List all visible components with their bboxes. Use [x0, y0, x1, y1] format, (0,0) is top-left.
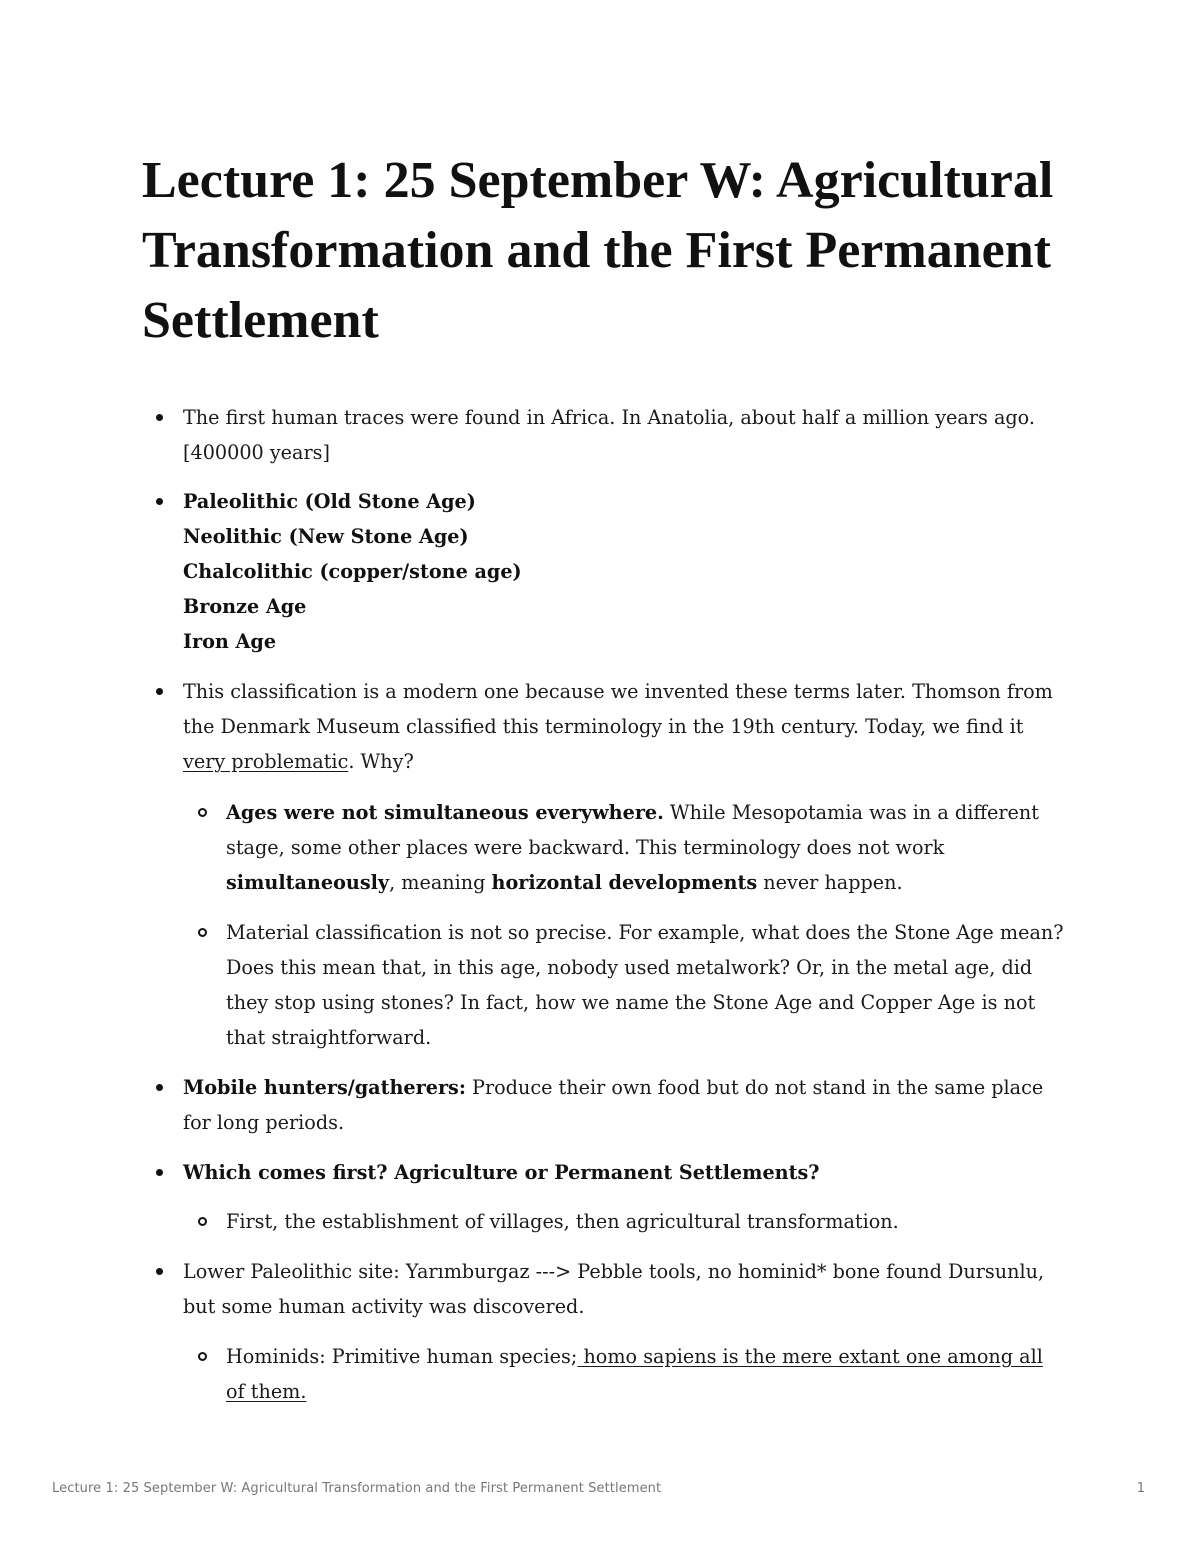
bullet-text: This classification is a modern one because we invented these terms later. Thomson from the Denmark Museum classified this terminology in the 19th century. Today, we find it	[183, 680, 1053, 738]
age-bronze: Bronze Age	[183, 595, 307, 618]
list-item	[183, 484, 1063, 659]
hollow-bullet-icon	[198, 928, 207, 937]
list-item	[183, 400, 1063, 470]
sub-list-item	[226, 795, 1066, 900]
footer-title: Lecture 1: 25 September W: Agricultural Transformation and the First Permanent Settlement	[52, 1481, 662, 1496]
bullet-text: Produce their own food but do not stand in the same place for long periods.	[183, 1076, 1044, 1134]
bold-text: Which comes first? Agriculture or Permanent Settlements?	[183, 1161, 820, 1184]
bold-text: Ages were not simultaneous everywhere.	[226, 801, 664, 824]
sub-list-item	[226, 915, 1066, 1055]
sub-text: , meaning	[389, 871, 492, 894]
age-chalcolithic: Chalcolithic (copper/stone age)	[183, 560, 522, 583]
list-item	[183, 1155, 1063, 1190]
age-neolithic: Neolithic (New Stone Age)	[183, 525, 469, 548]
bullet-icon	[156, 414, 163, 421]
bold-text: simultaneously	[226, 871, 390, 894]
bullet-text: . Why?	[348, 750, 414, 773]
underlined-text: homo sapiens is the mere extant one among all of them.	[226, 1345, 1043, 1403]
age-paleolithic: Paleolithic (Old Stone Age)	[183, 490, 476, 513]
page-title: Lecture 1: 25 September W: Agricultural Transformation and the First Permanent Settlement	[142, 152, 1054, 349]
sub-list-item	[226, 1339, 1066, 1409]
hollow-bullet-icon	[198, 1352, 207, 1361]
list-item	[183, 1254, 1063, 1324]
sub-list-item	[226, 1204, 1066, 1239]
hollow-bullet-icon	[198, 1217, 207, 1226]
bullet-text: The first human traces were found in Africa. In Anatolia, about half a million years ago. [400000 years]	[183, 406, 1035, 464]
bullet-text: Lower Paleolithic site: Yarımburgaz ---> Pebble tools, no hominid* bone found Dursunlu, but some human activity was discovered.	[183, 1260, 1045, 1318]
age-iron: Iron Age	[183, 630, 277, 653]
underlined-text: very problematic	[183, 750, 349, 773]
bold-text: horizontal developments	[491, 871, 758, 894]
bullet-icon	[156, 688, 163, 695]
bullet-icon	[156, 498, 163, 505]
bullet-icon	[156, 1084, 163, 1091]
list-item	[183, 674, 1063, 779]
bullet-icon	[156, 1268, 163, 1275]
sub-text: Material classification is not so precise. For example, what does the Stone Age mean? Does this mean that, in this age, nobody used metalwork? Or, in the metal age, did they stop using stones? In fact, how we name the Stone Age and Copper Age is not that straightforward.	[226, 921, 1064, 1049]
sub-text: While Mesopotamia was in a different stage, some other places were backward. This terminology does not work	[226, 801, 1039, 859]
sub-text: First, the establishment of villages, then agricultural transformation.	[226, 1210, 899, 1233]
sub-text: Hominids: Primitive human species;	[226, 1345, 578, 1368]
sub-text: never happen.	[757, 871, 903, 894]
bullet-icon	[156, 1169, 163, 1176]
bold-text: Mobile hunters/gatherers:	[183, 1076, 466, 1099]
list-item	[183, 1070, 1063, 1140]
hollow-bullet-icon	[198, 808, 207, 817]
page-number: 1	[1136, 1481, 1145, 1496]
